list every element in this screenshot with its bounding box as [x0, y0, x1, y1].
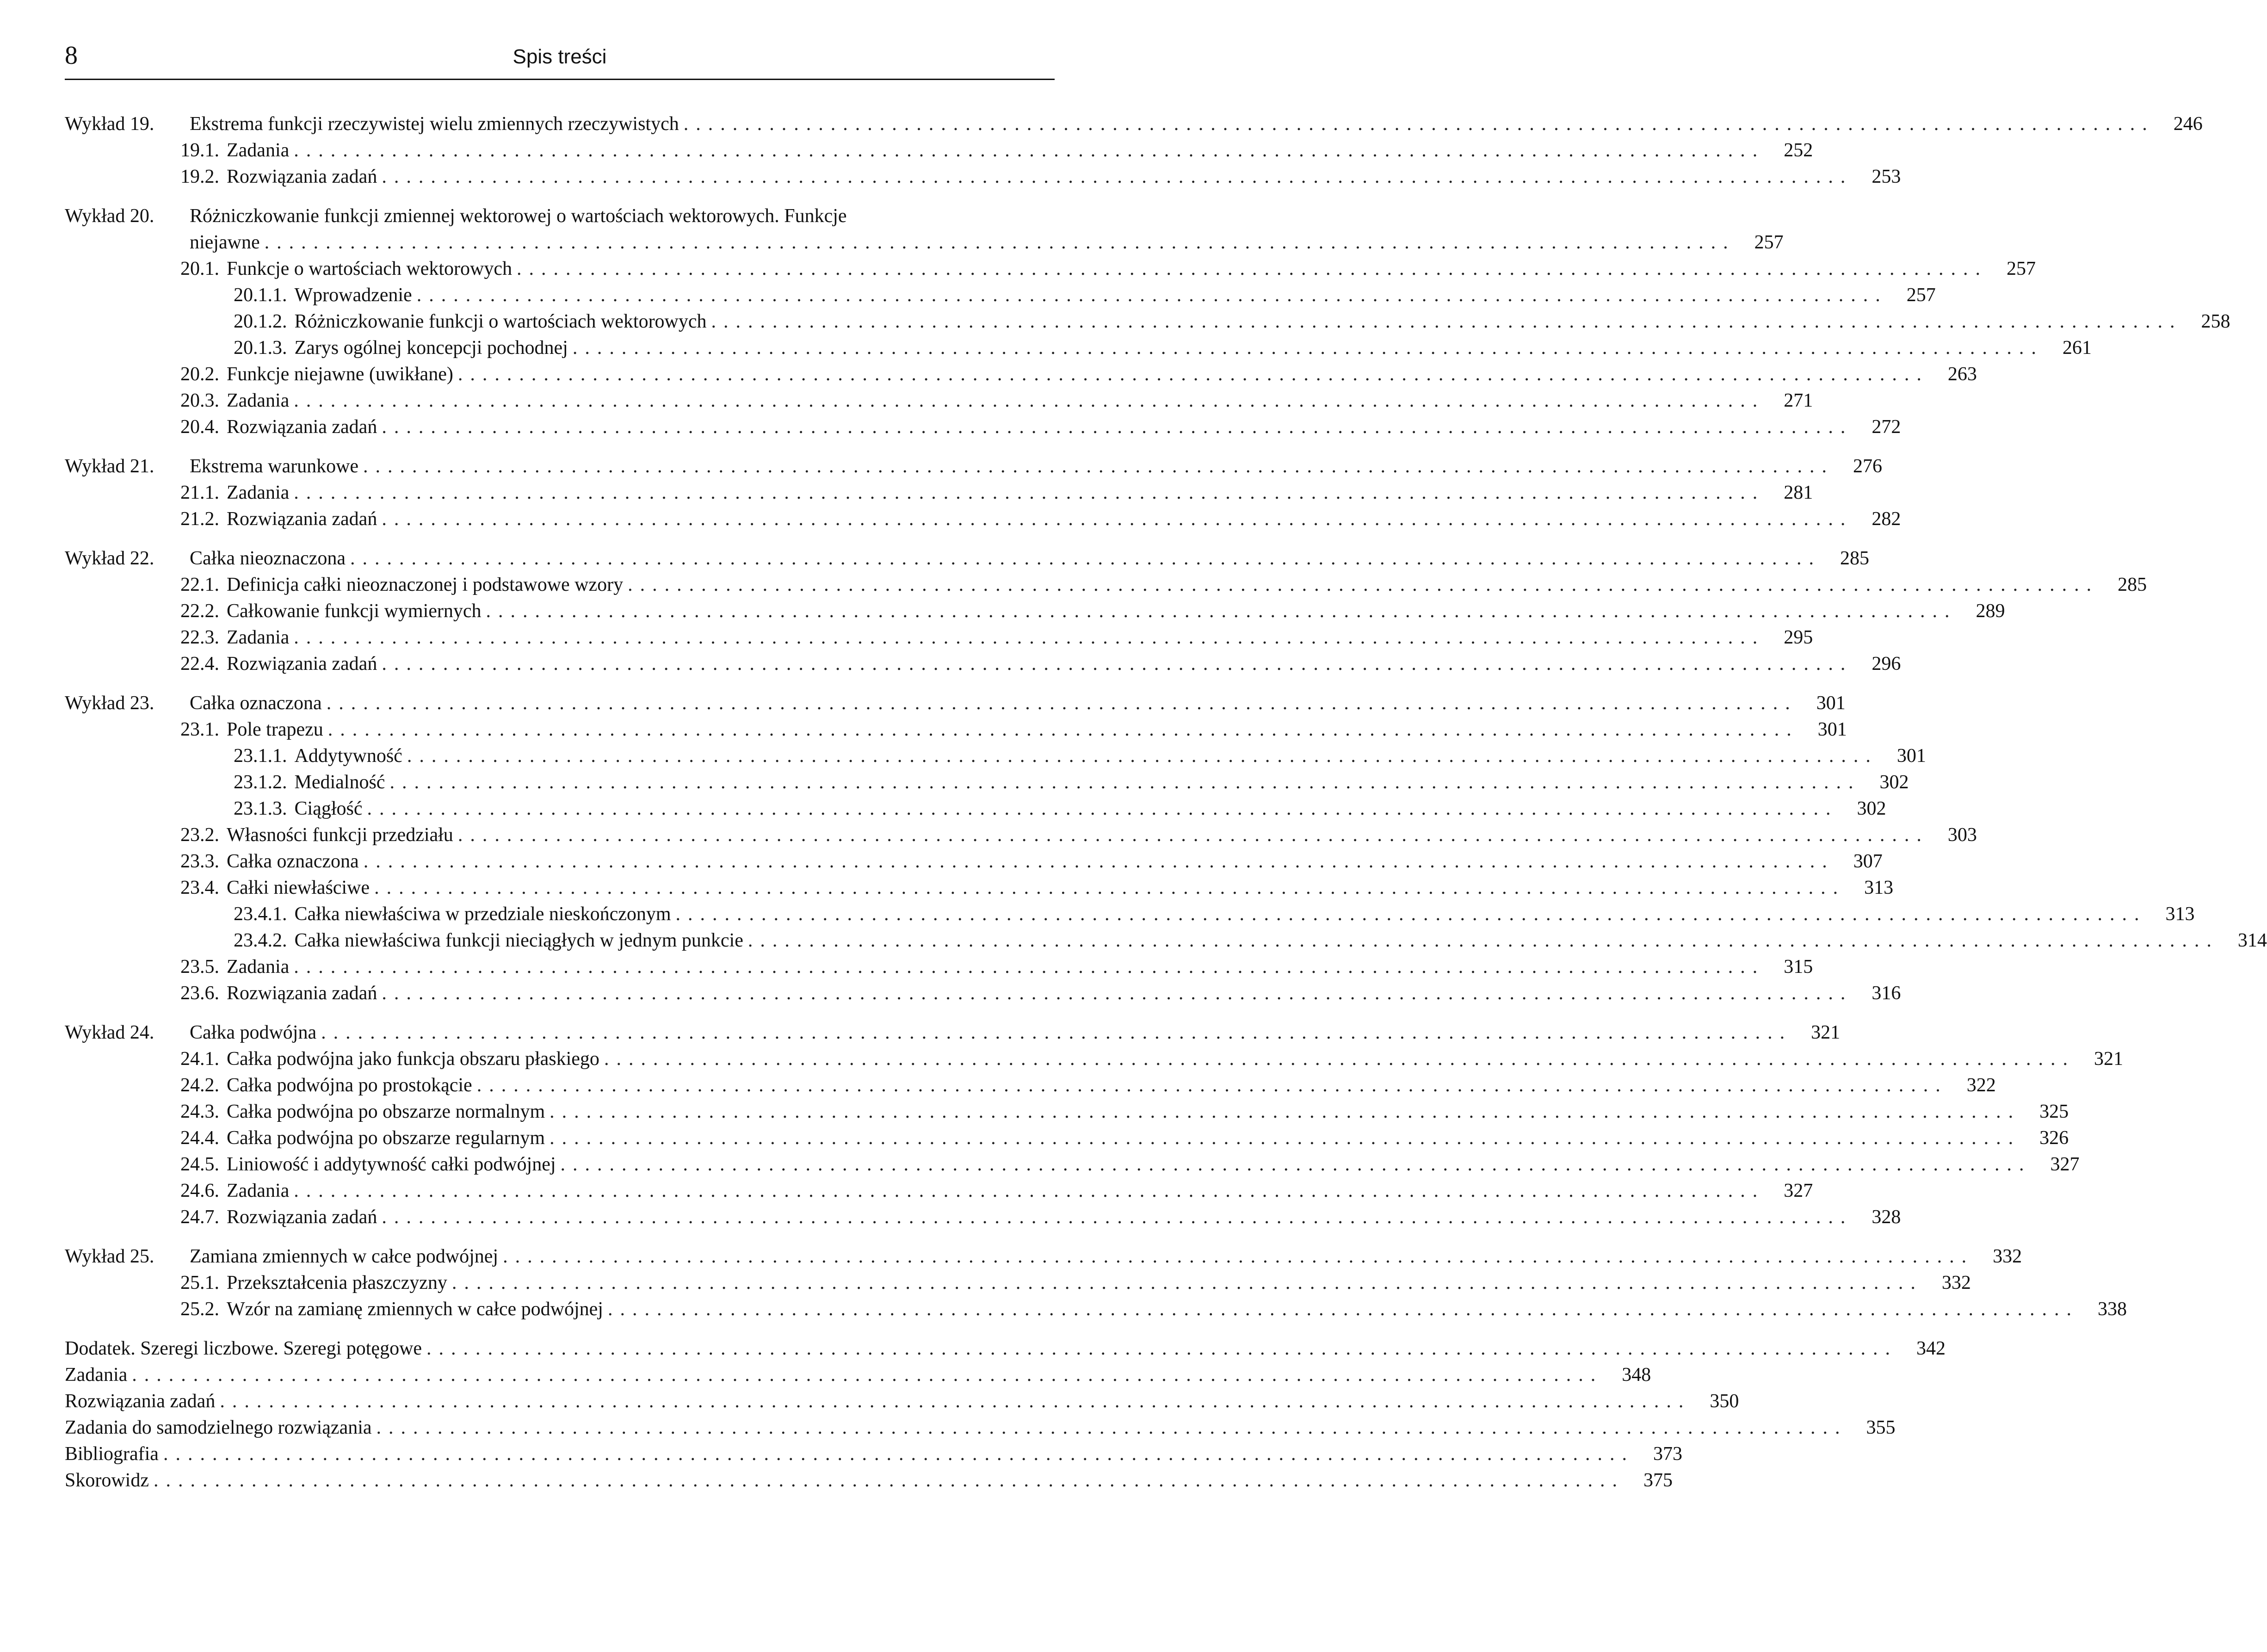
entry-page: 302	[1879, 772, 1909, 793]
entry-page: 321	[1811, 1022, 1841, 1043]
entry-title: Całka niewłaściwa w przedziale nieskończonym	[294, 903, 671, 925]
entry-title: Zamiana zmiennych w całce podwójnej	[190, 1246, 499, 1267]
leader-dots: ........................................................................................................................	[516, 258, 1988, 279]
entry-title: Liniowość i addytywność całki podwójnej	[227, 1154, 556, 1175]
entry-page: 257	[1906, 285, 1936, 306]
entry-number: 20.1.	[180, 258, 219, 279]
toc-entry-section[interactable]	[65, 1046, 2123, 1072]
entry-title: Zadania	[227, 627, 290, 648]
toc-entry-section[interactable]	[65, 1204, 1901, 1231]
entry-title: Definicja całki nieoznaczonej i podstawowe wzory	[227, 574, 624, 595]
toc-entry-lecture[interactable]	[65, 453, 1883, 480]
entry-title: Ekstrema warunkowe	[190, 456, 359, 477]
toc-entry-subsection[interactable]	[65, 901, 2195, 928]
entry-page: 315	[1784, 956, 1813, 978]
entry-title: Rozwiązania zadań	[227, 653, 377, 674]
leader-dots: ........................................................................................................................	[572, 337, 2044, 359]
entry-number: 23.3.	[180, 851, 219, 872]
entry-page: 342	[1916, 1338, 1946, 1359]
toc-entry-section[interactable]	[65, 137, 1813, 164]
entry-title: Różniczkowanie funkcji o wartościach wektorowych	[294, 311, 707, 332]
lecture-group	[65, 1244, 2127, 1323]
leader-dots: ........................................................................................................................	[327, 719, 1799, 740]
toc-entry-lecture[interactable]	[65, 1244, 2022, 1270]
toc-entry-section[interactable]	[65, 361, 1977, 388]
entry-number: 24.1.	[180, 1048, 219, 1070]
entry-page: 316	[1872, 983, 1901, 1004]
entry-title: Rozwiązania zadań	[227, 166, 377, 187]
toc-entry-section[interactable]	[65, 572, 2147, 598]
entry-page: 328	[1872, 1207, 1901, 1228]
lecture-label: Wykład 24.	[65, 1022, 154, 1043]
running-title: Spis treści	[513, 45, 607, 68]
leader-dots: ........................................................................................................................	[220, 1391, 1691, 1412]
entry-number: 23.2.	[180, 824, 219, 846]
leader-dots: ........................................................................................................................	[683, 113, 2155, 135]
entry-title: Wzór na zamianę zmiennych w całce podwójnej	[227, 1299, 603, 1320]
toc-entry-section[interactable]	[65, 414, 1901, 440]
entry-number: 23.1.3.	[234, 798, 287, 819]
entry-number: 22.4.	[180, 653, 219, 674]
leader-dots: ........................................................................................................................	[604, 1048, 2075, 1070]
entry-page: 314	[2237, 930, 2267, 951]
entry-number: 19.2.	[180, 166, 219, 187]
lecture-group	[65, 453, 1901, 532]
entry-title: Rozwiązania zadań	[227, 983, 377, 1004]
entry-title: Dodatek. Szeregi liczbowe. Szeregi potęgowe	[65, 1338, 422, 1359]
leader-dots: ........................................................................................................................	[550, 1127, 2021, 1149]
leader-dots: ........................................................................................................................	[363, 851, 1835, 872]
entry-page: 301	[1816, 693, 1846, 714]
entry-number: 24.5.	[180, 1154, 219, 1175]
leader-dots: ........................................................................................................................	[154, 1470, 1625, 1491]
toc-entry-subsection[interactable]	[65, 796, 1886, 822]
entry-title: Całka oznaczona	[190, 693, 322, 714]
entry-page: 332	[1993, 1246, 2022, 1267]
entry-title: Całka podwójna po obszarze regularnym	[227, 1127, 545, 1149]
toc-entry-section[interactable]	[65, 875, 1894, 901]
leader-dots: ........................................................................................................................	[163, 1443, 1634, 1465]
entry-number: 24.7.	[180, 1207, 219, 1228]
toc-entry-subsection[interactable]	[65, 928, 2267, 954]
leader-dots: ........................................................................................................................	[457, 824, 1929, 846]
entry-number: 20.1.2.	[234, 311, 287, 332]
lecture-group	[65, 203, 2230, 440]
leader-dots: ........................................................................................................................	[367, 798, 1838, 819]
toc-entry-section[interactable]	[65, 598, 2005, 625]
leader-dots: ........................................................................................................................	[426, 1338, 1898, 1359]
entry-title: Wprowadzenie	[294, 285, 412, 306]
leader-dots: ........................................................................................................................	[294, 390, 1765, 411]
lecture-group	[65, 111, 2203, 190]
entry-number: 23.1.2.	[234, 772, 287, 793]
entry-page: 285	[1840, 548, 1869, 569]
entry-number: 24.4.	[180, 1127, 219, 1149]
entry-page: 301	[1896, 745, 1926, 767]
toc-entry-section[interactable]	[65, 256, 2036, 282]
entry-title: Rozwiązania zadań	[227, 508, 377, 530]
toc-entry-section[interactable]	[65, 651, 1901, 677]
entry-page: 338	[2097, 1299, 2127, 1320]
toc-entry-section[interactable]	[65, 822, 1977, 848]
lecture-label: Wykład 19.	[65, 113, 154, 135]
entry-number: 20.3.	[180, 390, 219, 411]
toc-entry-section[interactable]	[65, 1151, 2080, 1178]
lecture-group	[65, 545, 2147, 677]
entry-title: Całka podwójna po prostokącie	[227, 1075, 472, 1096]
lecture-label: Wykład 20.	[65, 205, 154, 227]
entry-title: Addytywność	[294, 745, 402, 767]
entry-page: 285	[2118, 574, 2147, 595]
leader-dots: ........................................................................................................................	[457, 364, 1929, 385]
toc-entry-subsection[interactable]	[65, 743, 1926, 769]
toc-entry-appendix[interactable]	[65, 1336, 1946, 1362]
toc-entry-section[interactable]	[65, 1125, 2069, 1151]
entry-title: Funkcje o wartościach wektorowych	[227, 258, 512, 279]
entry-title: Zarys ogólnej koncepcji pochodnej	[294, 337, 568, 359]
leader-dots: ........................................................................................................................	[132, 1364, 1603, 1386]
toc-entry-section[interactable]	[65, 506, 1901, 532]
entry-number: 23.4.1.	[234, 903, 287, 925]
entry-number: 24.2.	[180, 1075, 219, 1096]
entry-page: 325	[2039, 1101, 2069, 1122]
entry-number: 20.1.1.	[234, 285, 287, 306]
entry-title: Całka nieoznaczona	[190, 548, 346, 569]
entry-page: 350	[1710, 1391, 1739, 1412]
entry-title: Zadania do samodzielnego rozwiązania	[65, 1417, 372, 1438]
leader-dots: ........................................................................................................................	[382, 416, 1853, 438]
toc-entry-section[interactable]	[65, 717, 1847, 743]
toc-entry-section[interactable]	[65, 1178, 1813, 1204]
entry-page: 302	[1857, 798, 1886, 819]
lecture-label: Wykład 23.	[65, 693, 154, 714]
leader-dots: ........................................................................................................................	[607, 1299, 2079, 1320]
entry-title: Różniczkowanie funkcji zmiennej wektorowej o wartościach wektorowych. Funkcje	[190, 205, 847, 227]
entry-title: Rozwiązania zadań	[227, 1207, 377, 1228]
leader-dots: ........................................................................................................................	[382, 1207, 1853, 1228]
entry-title: Zadania	[227, 390, 290, 411]
toc-entry-subsection[interactable]	[65, 335, 2092, 361]
entry-page: 327	[1784, 1180, 1813, 1201]
toc-entry-appendix[interactable]	[65, 1441, 1682, 1467]
toc-entry-lecture[interactable]	[65, 203, 1055, 229]
leader-dots: ........................................................................................................................	[628, 574, 2099, 595]
entry-page: 313	[2165, 903, 2195, 925]
entry-page: 307	[1853, 851, 1883, 872]
toc-entry-appendix[interactable]	[65, 1388, 1739, 1415]
entry-number: 19.1.	[180, 140, 219, 161]
entry-title: Całka niewłaściwa funkcji nieciągłych w jednym punkcie	[294, 930, 743, 951]
entry-title: Zadania	[65, 1364, 128, 1386]
leader-dots: ........................................................................................................................	[503, 1246, 1974, 1267]
leader-dots: ........................................................................................................................	[363, 456, 1835, 477]
entry-title: Całkowanie funkcji wymiernych	[227, 600, 482, 622]
lecture-group	[65, 690, 2267, 1007]
entry-title: Całka podwójna	[190, 1022, 317, 1043]
entry-page: 282	[1872, 508, 1901, 530]
leader-dots: ........................................................................................................................	[675, 903, 2147, 925]
toc-entry-section[interactable]	[65, 848, 1883, 875]
leader-dots: ........................................................................................................................	[294, 482, 1765, 503]
entry-title-cont: niejawne	[190, 232, 260, 253]
appendix-list	[65, 1336, 1946, 1494]
toc-entry-section[interactable]	[65, 1099, 2069, 1125]
leader-dots: ........................................................................................................................	[374, 877, 1846, 898]
lecture-label: Wykład 25.	[65, 1246, 154, 1267]
entry-page: 373	[1653, 1443, 1682, 1465]
entry-number: 22.2.	[180, 600, 219, 622]
toc-entry-subsection[interactable]	[65, 282, 1936, 309]
toc-entry-section[interactable]	[65, 980, 1901, 1007]
leader-dots: ........................................................................................................................	[382, 653, 1853, 674]
entry-page: 348	[1622, 1364, 1651, 1386]
entry-number: 20.4.	[180, 416, 219, 438]
lecture-label: Wykład 22.	[65, 548, 154, 569]
entry-page: 257	[2006, 258, 2036, 279]
leader-dots: ........................................................................................................................	[294, 627, 1765, 648]
entry-title: Zadania	[227, 482, 290, 503]
entry-page: 289	[1976, 600, 2005, 622]
toc-entry-subsection[interactable]	[65, 769, 1909, 796]
leader-dots: ........................................................................................................................	[451, 1272, 1923, 1293]
entry-page: 303	[1947, 824, 1977, 846]
entry-page: 321	[2094, 1048, 2123, 1070]
entry-title: Rozwiązania zadań	[65, 1391, 216, 1412]
page-header	[65, 37, 1055, 80]
entry-page: 295	[1784, 627, 1813, 648]
page-number: 8	[65, 41, 78, 70]
leader-dots: ........................................................................................................................	[294, 956, 1765, 978]
leader-dots: ........................................................................................................................	[550, 1101, 2021, 1122]
entry-title: Rozwiązania zadań	[227, 416, 377, 438]
entry-page: 253	[1872, 166, 1901, 187]
leader-dots: ........................................................................................................................	[747, 930, 2219, 951]
entry-number: 20.2.	[180, 364, 219, 385]
entry-page: 272	[1872, 416, 1901, 438]
entry-title: Pole trapezu	[227, 719, 323, 740]
leader-dots: ........................................................................................................................	[326, 693, 1798, 714]
toc-entry-section[interactable]	[65, 480, 1813, 506]
entry-number: 22.3.	[180, 627, 219, 648]
toc-entry-lecture[interactable]	[65, 111, 2203, 137]
entry-page: 375	[1643, 1470, 1673, 1491]
entry-title: Funkcje niejawne (uwikłane)	[227, 364, 453, 385]
entry-title: Zadania	[227, 956, 290, 978]
entry-page: 258	[2201, 311, 2230, 332]
entry-number: 23.1.1.	[234, 745, 287, 767]
entry-number: 23.4.	[180, 877, 219, 898]
toc-entry-lecture[interactable]	[65, 690, 1846, 717]
leader-dots: ........................................................................................................................	[711, 311, 2182, 332]
entry-title: Całka podwójna jako funkcja obszaru płaskiego	[227, 1048, 599, 1070]
entry-page: 281	[1784, 482, 1813, 503]
entry-title: Ciągłość	[294, 798, 363, 819]
toc-entry-lecture[interactable]	[65, 1020, 1841, 1046]
entry-number: 25.1.	[180, 1272, 219, 1293]
entry-title: Całki niewłaściwe	[227, 877, 370, 898]
entry-number: 23.1.	[180, 719, 219, 740]
entry-page: 257	[1754, 232, 1784, 253]
leader-dots: ........................................................................................................................	[416, 285, 1888, 306]
entry-title: Skorowidz	[65, 1470, 149, 1491]
leader-dots: ........................................................................................................................	[350, 548, 1821, 569]
lecture-group	[65, 1020, 2123, 1231]
entry-page: 322	[1966, 1075, 1996, 1096]
entry-page: 296	[1872, 653, 1901, 674]
entry-page: 271	[1784, 390, 1813, 411]
toc-entry-appendix[interactable]	[65, 1467, 1673, 1494]
entry-title: Całka podwójna po obszarze normalnym	[227, 1101, 545, 1122]
entry-number: 23.4.2.	[234, 930, 287, 951]
entry-title: Zadania	[227, 1180, 290, 1201]
toc-entry-section[interactable]	[65, 388, 1813, 414]
leader-dots: ........................................................................................................................	[382, 508, 1853, 530]
toc-entry-section[interactable]	[65, 625, 1813, 651]
entry-title: Przekształcenia płaszczyzny	[227, 1272, 447, 1293]
entry-page: 246	[2173, 113, 2203, 135]
entry-title: Całka oznaczona	[227, 851, 359, 872]
leader-dots: ........................................................................................................................	[294, 140, 1765, 161]
leader-dots: ........................................................................................................................	[264, 232, 1736, 253]
lecture-label: Wykład 21.	[65, 456, 154, 477]
entry-page: 261	[2062, 337, 2092, 359]
toc-entry-appendix[interactable]	[65, 1415, 1896, 1441]
entry-page: 301	[1817, 719, 1847, 740]
entry-page: 355	[1866, 1417, 1896, 1438]
entry-number: 24.6.	[180, 1180, 219, 1201]
leader-dots: ........................................................................................................................	[560, 1154, 2032, 1175]
leader-dots: ........................................................................................................................	[294, 1180, 1765, 1201]
toc-entry-subsection[interactable]	[65, 309, 2230, 335]
entry-number: 23.5.	[180, 956, 219, 978]
entry-page: 276	[1853, 456, 1883, 477]
entry-title: Własności funkcji przedziału	[227, 824, 453, 846]
entry-number: 22.1.	[180, 574, 219, 595]
entry-number: 21.2.	[180, 508, 219, 530]
leader-dots: ........................................................................................................................	[382, 983, 1853, 1004]
entry-title: Bibliografia	[65, 1443, 159, 1465]
leader-dots: ........................................................................................................................	[486, 600, 1957, 622]
toc-entry-lecture-cont[interactable]	[65, 229, 1784, 256]
toc-entry-section[interactable]	[65, 1270, 1971, 1296]
toc-entry-section[interactable]	[65, 954, 1813, 980]
entry-title: Zadania	[227, 140, 290, 161]
entry-number: 21.1.	[180, 482, 219, 503]
toc-entry-appendix[interactable]	[65, 1362, 1651, 1388]
entry-page: 263	[1947, 364, 1977, 385]
entry-page: 313	[1864, 877, 1894, 898]
entry-number: 20.1.3.	[234, 337, 287, 359]
entry-number: 24.3.	[180, 1101, 219, 1122]
toc-entry-section[interactable]	[65, 1072, 1996, 1099]
leader-dots: ........................................................................................................................	[389, 772, 1861, 793]
leader-dots: ........................................................................................................................	[476, 1075, 1948, 1096]
entry-title: Ekstrema funkcji rzeczywistej wielu zmiennych rzeczywistych	[190, 113, 679, 135]
entry-title: Medialność	[294, 772, 385, 793]
leader-dots: ........................................................................................................................	[321, 1022, 1792, 1043]
entry-page: 327	[2050, 1154, 2080, 1175]
entry-page: 332	[1941, 1272, 1971, 1293]
entry-page: 252	[1784, 140, 1813, 161]
leader-dots: ........................................................................................................................	[407, 745, 1878, 767]
entry-page: 326	[2039, 1127, 2069, 1149]
table-of-contents	[65, 111, 2267, 1494]
toc-entry-section[interactable]	[65, 1296, 2127, 1323]
toc-entry-section[interactable]	[65, 164, 1901, 190]
toc-entry-lecture[interactable]	[65, 545, 1869, 572]
entry-number: 25.2.	[180, 1299, 219, 1320]
entry-number: 23.6.	[180, 983, 219, 1004]
leader-dots: ........................................................................................................................	[382, 166, 1853, 187]
leader-dots: ........................................................................................................................	[376, 1417, 1847, 1438]
